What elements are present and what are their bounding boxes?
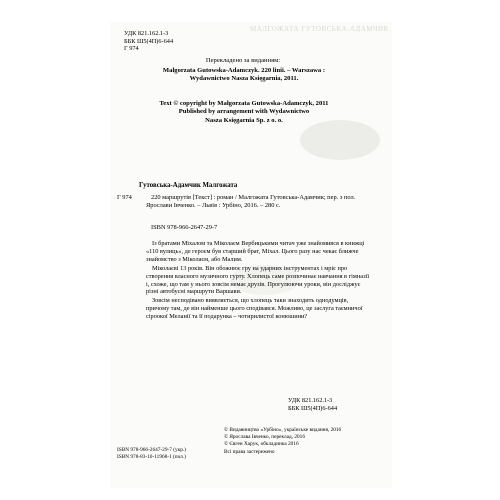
catalog-class-mark: Г 974	[117, 194, 132, 201]
annotation	[146, 240, 372, 322]
rights-line: © Видавництво «Урбіно», українське видання, 2016	[224, 427, 342, 433]
original-edition	[128, 67, 360, 84]
classification-codes	[124, 30, 173, 53]
udk-code: УДК 821.162.1-3	[288, 397, 333, 404]
show-through-text: МАЛГОЖАТА ГУТОВСЬКА-АДАМЧИК	[250, 25, 389, 33]
class-code: Г 974	[124, 45, 139, 53]
bottom-classification-codes	[288, 397, 337, 413]
bibliographic-description: 220 маршрутів [Текст] : роман / Малгожата Гутовська-Адамчик; пер. з пол. Ярослави Івченко. – Львів : Урбіно, 2016. – 280 с.	[146, 194, 356, 209]
rights-line: © Ярослава Івченко, переклад, 2016	[224, 434, 305, 441]
isbn: ISBN 978-966-2647-29-7	[151, 224, 218, 231]
copyright-block	[128, 100, 360, 125]
isbn-polish: ISBN 978-83-10-11968-1 (пол.)	[117, 454, 186, 461]
rights-block	[224, 427, 341, 456]
copyright-line: Text © copyright by Małgorzata Gutowska-Adamczyk, 2011	[159, 100, 329, 107]
isbn-list	[117, 447, 186, 461]
author-heading: Гутовська-Адамчик Малгожата	[139, 182, 238, 189]
isbn-ukrainian: ISBN 978-966-2647-29-7 (укр.)	[117, 447, 186, 453]
original-edition-line: Wydawnictwo Nasza Księgarnia, 2011.	[189, 75, 299, 83]
rights-line: Всі права застережено	[224, 448, 275, 455]
copyright-line: Published by arrangement with Wydawnictwo	[178, 108, 310, 116]
udk-code: УДК 821.162.1-3	[124, 30, 169, 37]
show-through-shape	[300, 120, 380, 160]
annotation-paragraph: Із братами Міхалом та Міколаєм Вербицькими читач уже знайомився в книжці «110 вулиць», де героєм був старший брат, Міхал. Цього разу нас чекає ближче знайомство з Міколаєм, або Малим.	[146, 240, 365, 263]
copyright-line: Nasza Księgarnia Sp. z o. o.	[205, 116, 283, 124]
rights-line: © Євген Харук, обкладинка 2016	[224, 441, 299, 448]
annotation-paragraph: Міколаєві 13 років. Він обожнює гру на ударних інструментах і мріє про створення власного музичного гурту. Хлопець саме розпочинає навчання в гімназії і, схоже, що там у нього зовсім немає друзів. Прогулюючи уроки, він досліджує різні автобусні маршрути Варшави.	[146, 264, 370, 296]
bbk-code: ББК Ш5(4П)6-644	[288, 405, 338, 412]
original-edition-line: Małgorzata Gutowska-Adamczyk. 220 linii. – Warszawa :	[162, 67, 326, 74]
annotation-paragraph: Зовсім несподівано виявляється, що хлопець таки знаходить однодумців, причому там, де він найменше цього сподівався. Можливо, це заслуга таємничої сіроокої Меланії та її подарунка – чотирилистої конюшини?	[146, 297, 363, 321]
bbk-code: ББК Ш5(4П)6-644	[124, 37, 174, 45]
translated-from-label: Перекладено за виданням:	[205, 57, 281, 64]
